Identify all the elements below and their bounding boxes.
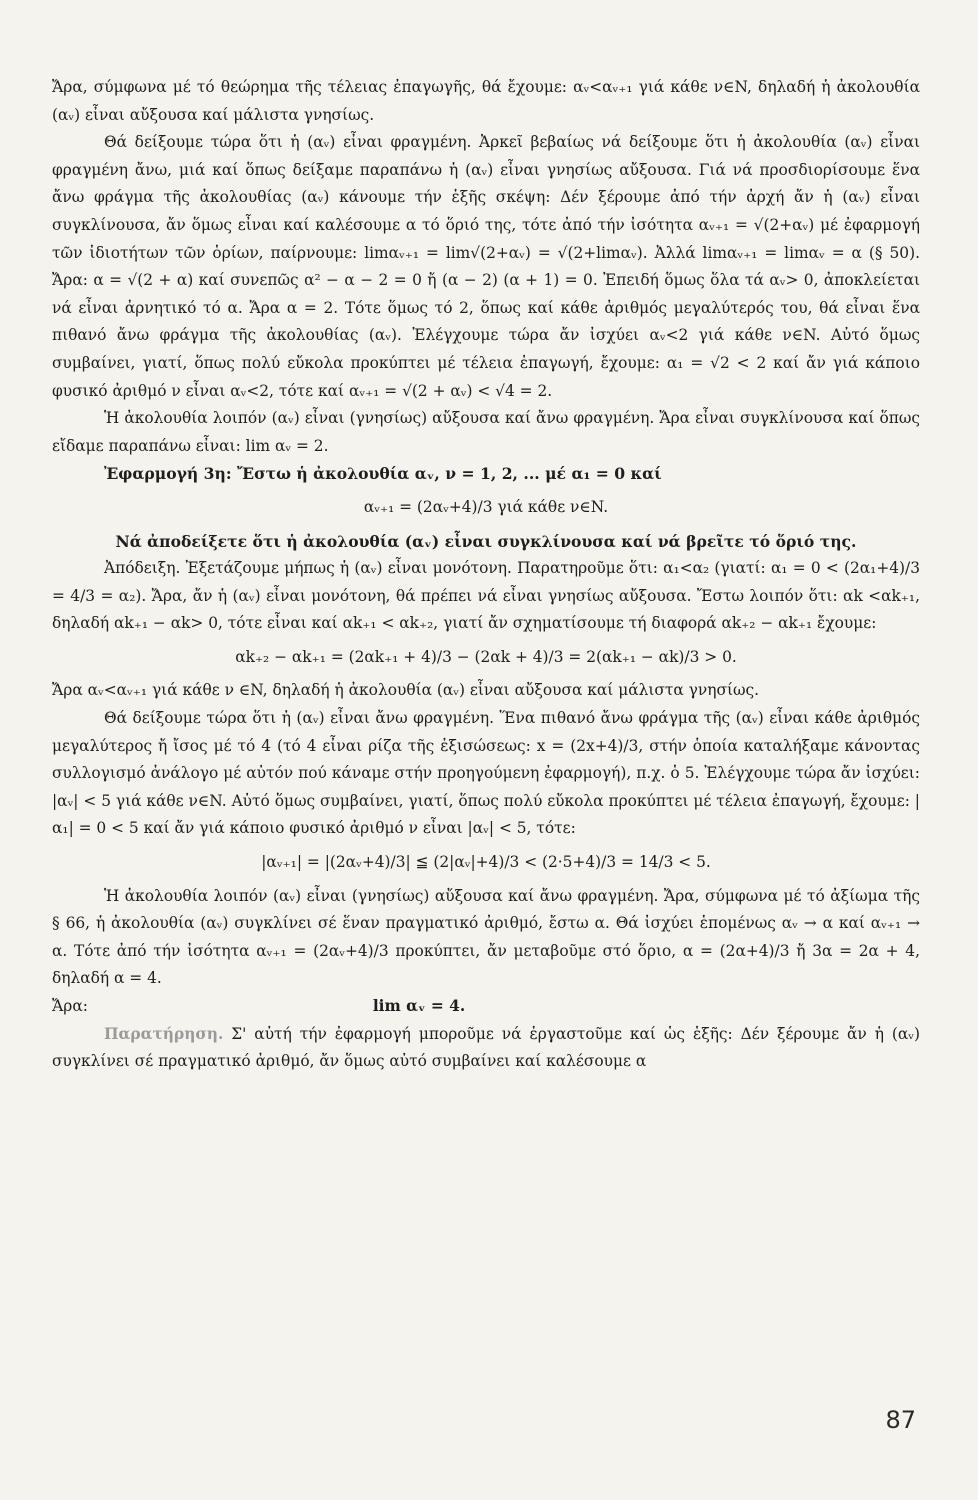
proof-paragraph: Ἀπόδειξη. Ἐξετάζουμε μήπως ἡ (αᵥ) εἶναι μονότονη. Παρατηροῦμε ὅτι: α₁<α₂ (γιατί: α₁ = 0 < (2α₁+4)/3 = 4/3 = α₂). Ἄρα, ἄν ἡ (αᵥ) εἶναι μονότονη, θά πρέπει νά εἶναι γνησίως αὔξουσα. Ἔστω λοιπόν ὅτι: αk <αk₊₁, δηλαδή αk₊₁ − αk> 0, τότε εἶναι καί αk₊₁ < αk₊₂, γιατί ἄν σχηματίσουμε τή διαφορά αk₊₂ − αk₊₁ ἔχουμε:	[52, 559, 920, 633]
document-body	[52, 74, 920, 1076]
application-3-heading: Ἐφαρμογή 3η: Ἔστω ἡ ἀκολουθία αᵥ, ν = 1, 2, ... μέ α₁ = 0 καί	[104, 464, 662, 484]
remark-label: Παρατήρηση.	[104, 1024, 224, 1043]
monotonic-conclusion: Ἄρα αᵥ<αᵥ₊₁ γιά κάθε ν ∈N, δηλαδή ἡ ἀκολουθία (αᵥ) εἶναι αὔξουσα καί μάλιστα γνησίως.	[52, 681, 760, 700]
therefore-label: Ἄρα:	[52, 997, 88, 1015]
bounded-paragraph: Θά δείξουμε τώρα ὅτι ἡ (αᵥ) εἶναι ἄνω φραγμένη. Ἕνα πιθανό ἄνω φράγμα τῆς (αᵥ) εἶναι κάθε ἀριθμός μεγαλύτερος ἤ ἴσος μέ τό 4 (τό 4 εἶναι ρίζα τῆς ἐξισώσεως: x = (2x+4)/3, στήν ὁποία καταλήξαμε κάνοντας συλλογισμό ἀνάλογο μέ αὐτόν πού κάναμε στήν προηγούμενη ἐφαρμογή), π.χ. ὁ 5. Ἐλέγχουμε τώρα ἄν ἰσχύει: |αᵥ| < 5 γιά κάθε ν∈N. Αὐτό ὅμως συμβαίνει, γιατί, ὅπως πολύ εὔκολα προκύπτει μέ τέλεια ἐπαγωγή, ἔχουμε: |α₁| = 0 < 5 καί ἄν γιά κάποιο φυσικό ἀριθμό ν εἶναι |αᵥ| < 5, τότε:	[52, 709, 920, 838]
paragraph-2: Θά δείξουμε τώρα ὅτι ἡ (αᵥ) εἶναι φραγμένη. Ἀρκεῖ βεβαίως νά δείξουμε ὅτι ἡ ἀκολουθία (αᵥ) εἶναι φραγμένη ἄνω, μιά καί ὅπως δείξαμε παραπάνω ἡ (αᵥ) εἶναι γνησίως αὔξουσα. Γιά νά προσδιορίσουμε ἕνα ἄνω φράγμα τῆς ἀκολουθίας (αᵥ) κάνουμε τήν ἑξῆς σκέψη: Δέν ξέρουμε ἀπό τήν ἀρχή ἄν ἡ (αᵥ) εἶναι συγκλίνουσα, ἄν ὅμως εἶναι καί καλέσουμε α τό ὅριό της, τότε ἀπό τήν ἰσότητα αᵥ₊₁ = √(2+αᵥ) μέ ἐφαρμογή τῶν ἰδιοτήτων τῶν ὁρίων, παίρνουμε: limαᵥ₊₁ = lim√(2+αᵥ) = √(2+limαᵥ). Ἀλλά limαᵥ₊₁ = limαᵥ = α (§ 50). Ἄρα: α = √(2 + α) καί συνεπῶς α² − α − 2 = 0 ἤ (α − 2) (α + 1) = 0. Ἐπειδή ὅμως ὅλα τά αᵥ> 0, ἀποκλείεται νά εἶναι ἀρνητικό τό α. Ἄρα α = 2. Τότε ὅμως τό 2, ὅπως καί κάθε ἀριθμός μεγαλύτερός του, θά εἶναι ἕνα πιθανό ἄνω φράγμα τῆς ἀκολουθίας (αᵥ). Ἐλέγχουμε τώρα ἄν ἰσχύει αᵥ<2 γιά κάθε ν∈N. Αὐτό ὅμως συμβαίνει, γιατί, ὅπως πολύ εὔκολα προκύπτει μέ τέλεια ἐπαγωγή, ἔχουμε: α₁ = √2 < 2 καί ἄν γιά κάποιο φυσικό ἀριθμό ν εἶναι αᵥ<2, τότε καί αᵥ₊₁ = √(2 + αᵥ) < √4 = 2.	[52, 133, 920, 400]
limit-result: lim αᵥ = 4.	[372, 997, 466, 1015]
conclusion-line	[52, 993, 920, 1021]
paragraph-1: Ἄρα, σύμφωνα μέ τό θεώρημα τῆς τέλειας ἐπαγωγῆς, θά ἔχουμε: αᵥ<αᵥ₊₁ γιά κάθε ν∈N, δηλαδή ἡ ἀκολουθία (αᵥ) εἶναι αὔξουσα καί μάλιστα γνησίως.	[52, 78, 920, 124]
remark-paragraph	[52, 1021, 920, 1076]
limit-paragraph: Ἡ ἀκολουθία λοιπόν (αᵥ) εἶναι (γνησίως) αὔξουσα καί ἄνω φραγμένη. Ἄρα, σύμφωνα μέ τό ἀξίωμα τῆς § 66, ἡ ἀκολουθία (αᵥ) συγκλίνει σέ ἕναν πραγματικό ἀριθμό, ἔστω α. Θά ἰσχύει ἑπομένως αᵥ → α καί αᵥ₊₁ → α. Τότε ἀπό τήν ἰσότητα αᵥ₊₁ = (2αᵥ+4)/3 προκύπτει, ἄν μεταβοῦμε στό ὅριο, α = (2α+4)/3 ἤ 3α = 2α + 4, δηλαδή α = 4.	[52, 886, 920, 988]
problem-statement: Νά ἀποδείξετε ὅτι ἡ ἀκολουθία (αᵥ) εἶναι συγκλίνουσα καί νά βρεῖτε τό ὅριό της.	[115, 531, 857, 551]
remark-text: Σ' αὐτή τήν ἐφαρμογή μποροῦμε νά ἐργαστοῦμε καί ὡς ἑξῆς: Δέν ξέρουμε ἄν ἡ (αᵥ) συγκλίνει σέ πραγματικό ἀριθμό, ἄν ὅμως αὐτό συμβαίνει καί καλέσουμε α	[52, 1024, 920, 1071]
recurrence-equation: αᵥ₊₁ = (2αᵥ+4)/3 γιά κάθε ν∈N.	[363, 497, 609, 516]
difference-equation: αk₊₂ − αk₊₁ = (2αk₊₁ + 4)/3 − (2αk + 4)/3 = 2(αk₊₁ − αk)/3 > 0.	[235, 647, 737, 666]
page-number: 87	[885, 1406, 916, 1434]
paragraph-3: Ἡ ἀκολουθία λοιπόν (αᵥ) εἶναι (γνησίως) αὔξουσα καί ἄνω φραγμένη. Ἄρα εἶναι συγκλίνουσα καί ὅπως εἴδαμε παραπάνω εἶναι: lim αᵥ = 2.	[52, 409, 920, 455]
bound-inequality: |αᵥ₊₁| = |(2αᵥ+4)/3| ≦ (2|αᵥ|+4)/3 < (2·5+4)/3 = 14/3 < 5.	[261, 853, 711, 872]
